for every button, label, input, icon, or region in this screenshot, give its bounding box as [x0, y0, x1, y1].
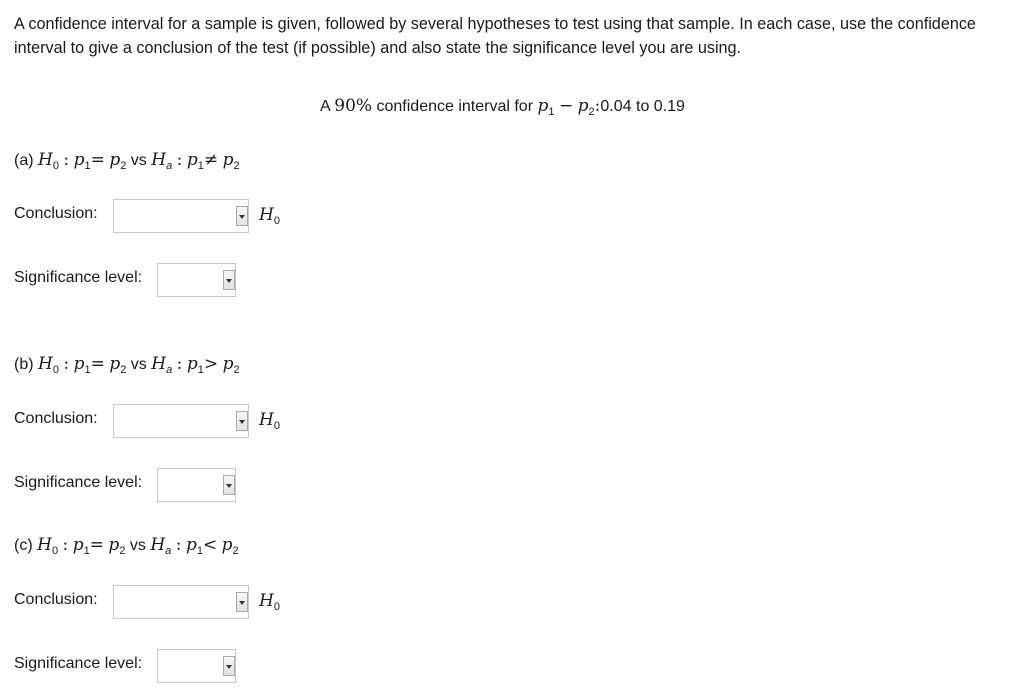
part-a-h0: [259, 205, 280, 227]
equals: =: [90, 150, 105, 170]
chevron-down-icon[interactable]: [236, 206, 248, 226]
ci-p1: p: [537, 96, 549, 116]
chevron-down-icon[interactable]: [223, 270, 235, 290]
p1: p: [185, 535, 197, 555]
h0-sub: 0: [51, 545, 59, 557]
h0-symbol: H: [38, 150, 53, 170]
ha-sub: a: [166, 364, 173, 376]
chevron-down-icon[interactable]: [223, 475, 235, 495]
ci-percent: 90%: [334, 96, 373, 116]
part-b-label: (b): [14, 356, 34, 373]
p1-sub: 1: [197, 160, 204, 172]
h0-sub: 0: [273, 420, 280, 432]
vs: vs: [129, 537, 146, 554]
h0-symbol: H: [37, 535, 52, 555]
ci-p2: p: [577, 96, 589, 116]
p1-sub: 1: [197, 364, 204, 376]
p2: p: [109, 354, 121, 374]
p1: p: [186, 150, 198, 170]
operator: <: [202, 535, 218, 555]
ci-text: confidence interval for: [376, 98, 534, 115]
part-a-label: (a): [14, 152, 34, 169]
ha-sub: a: [165, 545, 172, 557]
chevron-down-icon[interactable]: [236, 592, 248, 612]
colon: :: [63, 354, 70, 374]
p1-sub: 1: [196, 545, 203, 557]
part-c-significance-select[interactable]: [157, 649, 236, 683]
p1: p: [73, 150, 85, 170]
colon: :: [176, 354, 183, 374]
ci-range: 0.04 to 0.19: [600, 98, 685, 115]
vs: vs: [130, 152, 147, 169]
part-c-h0: [259, 591, 280, 613]
part-a-significance-select[interactable]: [157, 263, 236, 297]
ha-sub: a: [166, 160, 173, 172]
part-c-label: (c): [14, 537, 33, 554]
colon: :: [62, 535, 69, 555]
h0-symbol: H: [259, 591, 274, 611]
p2: p: [108, 535, 120, 555]
part-a-conclusion-select[interactable]: [113, 199, 249, 233]
part-c-conclusion-select[interactable]: [113, 585, 249, 619]
p2-sub: 2: [233, 364, 240, 376]
part-c-hypotheses: [14, 535, 239, 557]
p1-sub: 1: [83, 545, 90, 557]
part-b-conclusion-select[interactable]: [113, 404, 249, 438]
h0-sub: 0: [273, 215, 280, 227]
part-b-significance-select[interactable]: [157, 468, 236, 502]
ha-symbol: H: [151, 354, 167, 374]
p2: p: [222, 150, 234, 170]
p1-sub: 1: [84, 160, 91, 172]
part-b-conclusion-label: Conclusion:: [14, 410, 98, 427]
question-intro: A confidence interval for a sample is given, followed by several hypotheses to test using that sample. In each case, use the confidence interval to give a conclusion of the test (if possible) and also state the significance level you are using.: [14, 15, 976, 57]
ci-colon: :: [594, 96, 601, 116]
h0-symbol: H: [259, 410, 274, 430]
part-a-conclusion-label: Conclusion:: [14, 205, 98, 222]
colon: :: [175, 535, 182, 555]
p1-sub: 1: [84, 364, 91, 376]
h0-sub: 0: [52, 160, 59, 172]
p2-sub: 2: [120, 160, 127, 172]
equals: =: [90, 354, 105, 374]
h0-sub: 0: [273, 601, 280, 613]
colon: :: [63, 150, 70, 170]
operator: ≠: [203, 150, 219, 170]
p2-sub: 2: [119, 545, 126, 557]
p1: p: [73, 354, 85, 374]
h0-symbol: H: [259, 205, 274, 225]
ci-p1-sub: 1: [548, 106, 555, 118]
part-a-hypotheses: [14, 150, 240, 172]
part-b-h0: [259, 410, 280, 432]
part-c-significance-label: Significance level:: [14, 655, 143, 672]
p2: p: [222, 354, 234, 374]
p1: p: [186, 354, 198, 374]
h0-sub: 0: [52, 364, 59, 376]
part-c-conclusion-label: Conclusion:: [14, 591, 98, 608]
p2: p: [109, 150, 121, 170]
chevron-down-icon[interactable]: [223, 656, 235, 676]
p2-sub: 2: [233, 160, 240, 172]
equals: =: [89, 535, 104, 555]
h0-symbol: H: [38, 354, 53, 374]
p2: p: [221, 535, 233, 555]
p2-sub: 2: [232, 545, 239, 557]
colon: :: [176, 150, 183, 170]
ci-prefix: A: [320, 98, 330, 115]
ha-symbol: H: [150, 535, 166, 555]
chevron-down-icon[interactable]: [236, 411, 248, 431]
ci-minus: −: [558, 96, 574, 116]
vs: vs: [130, 356, 147, 373]
p2-sub: 2: [120, 364, 127, 376]
ci-p2-sub: 2: [588, 106, 595, 118]
operator: >: [203, 354, 219, 374]
part-b-significance-label: Significance level:: [14, 474, 143, 491]
confidence-interval-statement: [320, 96, 685, 118]
part-a-significance-label: Significance level:: [14, 269, 143, 286]
part-b-hypotheses: [14, 354, 240, 376]
ha-symbol: H: [151, 150, 167, 170]
p1: p: [72, 535, 84, 555]
